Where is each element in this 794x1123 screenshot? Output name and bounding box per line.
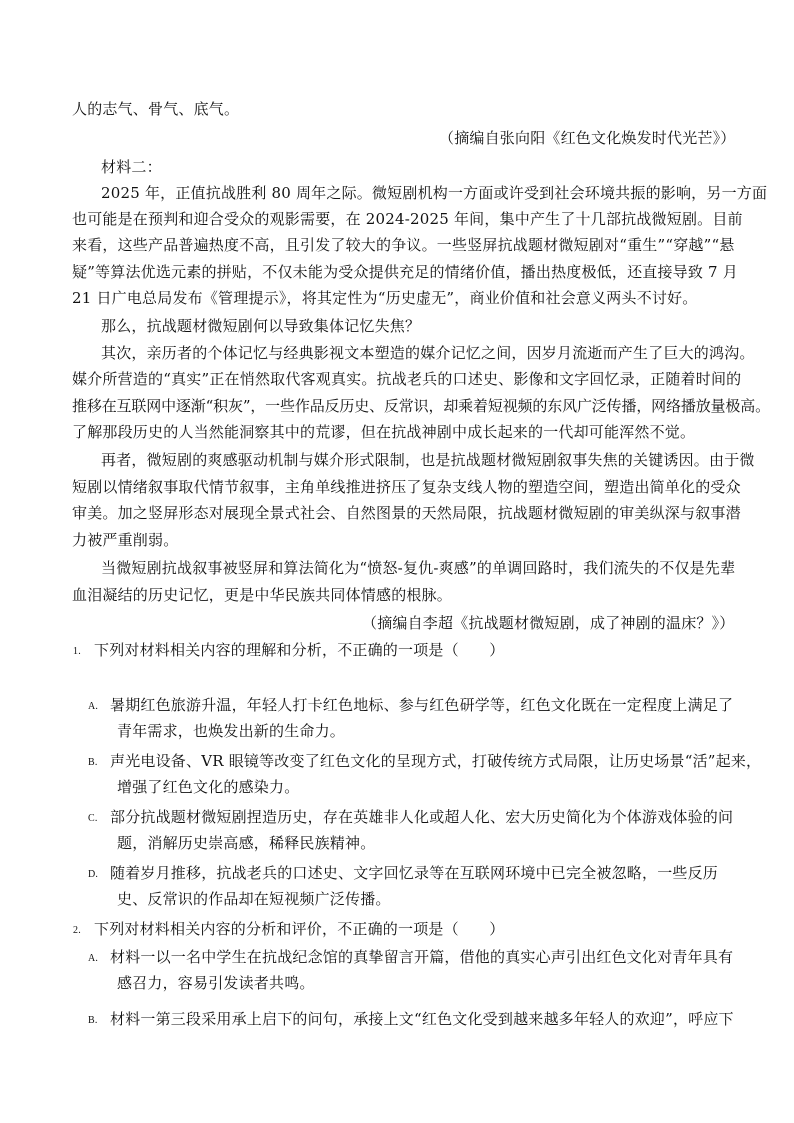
question-number: 1. — [73, 646, 81, 657]
paragraph-line: 推移在互联网中逐渐“积灰”，一些作品反历史、反常识，却乘着短视频的东风广泛传播，网络播放量极高。 — [72, 397, 770, 415]
source-citation-1: （摘编自张向阳《红色文化焕发时代光芒》） — [439, 129, 736, 147]
paragraph-line: 也可能是在预判和迎合受众的观影需要，在 2024-2025 年间，集中产生了十几部抗战微短剧。目前 — [72, 210, 743, 228]
option-text: 史、反常识的作品却在短视频广泛传播。 — [117, 890, 391, 908]
option-text: 感召力，容易引发读者共鸣。 — [117, 974, 315, 992]
option-label: D. — [88, 869, 99, 880]
paragraph-line: 疑”等算法优选元素的拼贴，不仅未能为受众提供充足的情绪价值，播出热度极低，还直接导致 7 月 — [72, 263, 738, 281]
option-label: A. — [88, 953, 99, 964]
paragraph-line: 当微短剧抗战叙事被竖屏和算法简化为“愤怒-复仇-爽感”的单调回路时，我们流失的不仅是先辈 — [101, 559, 736, 577]
option-text: 暑期红色旅游升温，年轻人打卡红色地标、参与红色研学等，红色文化既在一定程度上满足了 — [110, 696, 734, 714]
option-text: 声光电设备、VR 眼镜等改变了红色文化的呈现方式，打破传统方式局限，让历史场景“活”起来， — [110, 752, 762, 770]
paragraph-line: 2025 年，正值抗战胜利 80 周年之际。微短剧机构一方面或许受到社会环境共振的影响，另一方面 — [101, 184, 768, 202]
paragraph-line: 力被严重削弱。 — [72, 531, 179, 549]
option-label: A. — [88, 701, 99, 712]
paragraph-line: 血泪凝结的历史记忆，更是中华民族共同体情感的根脉。 — [72, 586, 453, 604]
option-text: 随着岁月推移，抗战老兵的口述史、文字回忆录等在互联网环境中已完全被忽略，一些反历 — [110, 864, 719, 882]
option-text: 材料一以一名中学生在抗战纪念馆的真挚留言开篇，借他的真实心声引出红色文化对青年具有 — [110, 948, 734, 966]
paragraph-line: 再者，微短剧的爽感驱动机制与媒介形式限制，也是抗战题材微短剧叙事失焦的关键诱因。由于微 — [101, 451, 755, 469]
paragraph-line: 那么，抗战题材微短剧何以导致集体记忆失焦？ — [101, 317, 421, 335]
option-label: C. — [88, 813, 98, 824]
option-text: 题，消解历史崇高感，稀释民族精神。 — [117, 834, 376, 852]
paragraph-line: 媒介所营造的“真实”正在悄然取代客观真实。抗战老兵的口述史、影像和文字回忆录，正随着时间的 — [72, 370, 742, 388]
paragraph-line: 审美。加之竖屏形态对展现全景式社会、自然图景的天然局限，抗战题材微短剧的审美纵深与叙事潜 — [72, 504, 741, 522]
option-text: 青年需求，也焕发出新的生命力。 — [117, 722, 346, 740]
material1-tail: 人的志气、骨气、底气。 — [72, 100, 240, 118]
question-number: 2. — [73, 925, 81, 936]
paragraph-line: 来看，这些产品普遍热度不高，且引发了较大的争议。一些竖屏抗战题材微短剧对“重生”“穿越”“悬 — [72, 236, 735, 254]
option-label: B. — [88, 757, 98, 768]
paragraph-line: 21 日广电总局发布《管理提示》，将其定性为“历史虚无”，商业价值和社会意义两头不讨好。 — [72, 289, 698, 307]
question-stem: 下列对材料相关内容的理解和分析，不正确的一项是（ ） — [94, 641, 505, 659]
paragraph-line: 了解那段历史的人当然能洞察其中的荒谬，但在抗战神剧中成长起来的一代却可能浑然不觉。 — [72, 423, 696, 441]
question-stem: 下列对材料相关内容的分析和评价，不正确的一项是（ ） — [94, 920, 505, 938]
source-citation-2: （摘编自李超《抗战题材微短剧，成了神剧的温床？》） — [362, 614, 735, 632]
paragraph-line: 其次，亲历者的个体记忆与经典影视文本塑造的媒介记忆之间，因岁月流逝而产生了巨大的鸿沟。 — [101, 344, 755, 362]
option-label: B. — [88, 1015, 98, 1026]
option-text: 增强了红色文化的感染力。 — [117, 778, 300, 796]
paragraph-line: 短剧以情绪叙事取代情节叙事，主角单线推进挤压了复杂支线人物的塑造空间，塑造出简单化的受众 — [72, 478, 741, 496]
material2-heading: 材料二： — [101, 158, 162, 176]
option-text: 部分抗战题材微短剧捏造历史，存在英雄非人化或超人化、宏大历史简化为个体游戏体验的问 — [110, 808, 734, 826]
option-text: 材料一第三段采用承上启下的问句，承接上文“红色文化受到越来越多年轻人的欢迎”，呼应下 — [110, 1010, 734, 1028]
